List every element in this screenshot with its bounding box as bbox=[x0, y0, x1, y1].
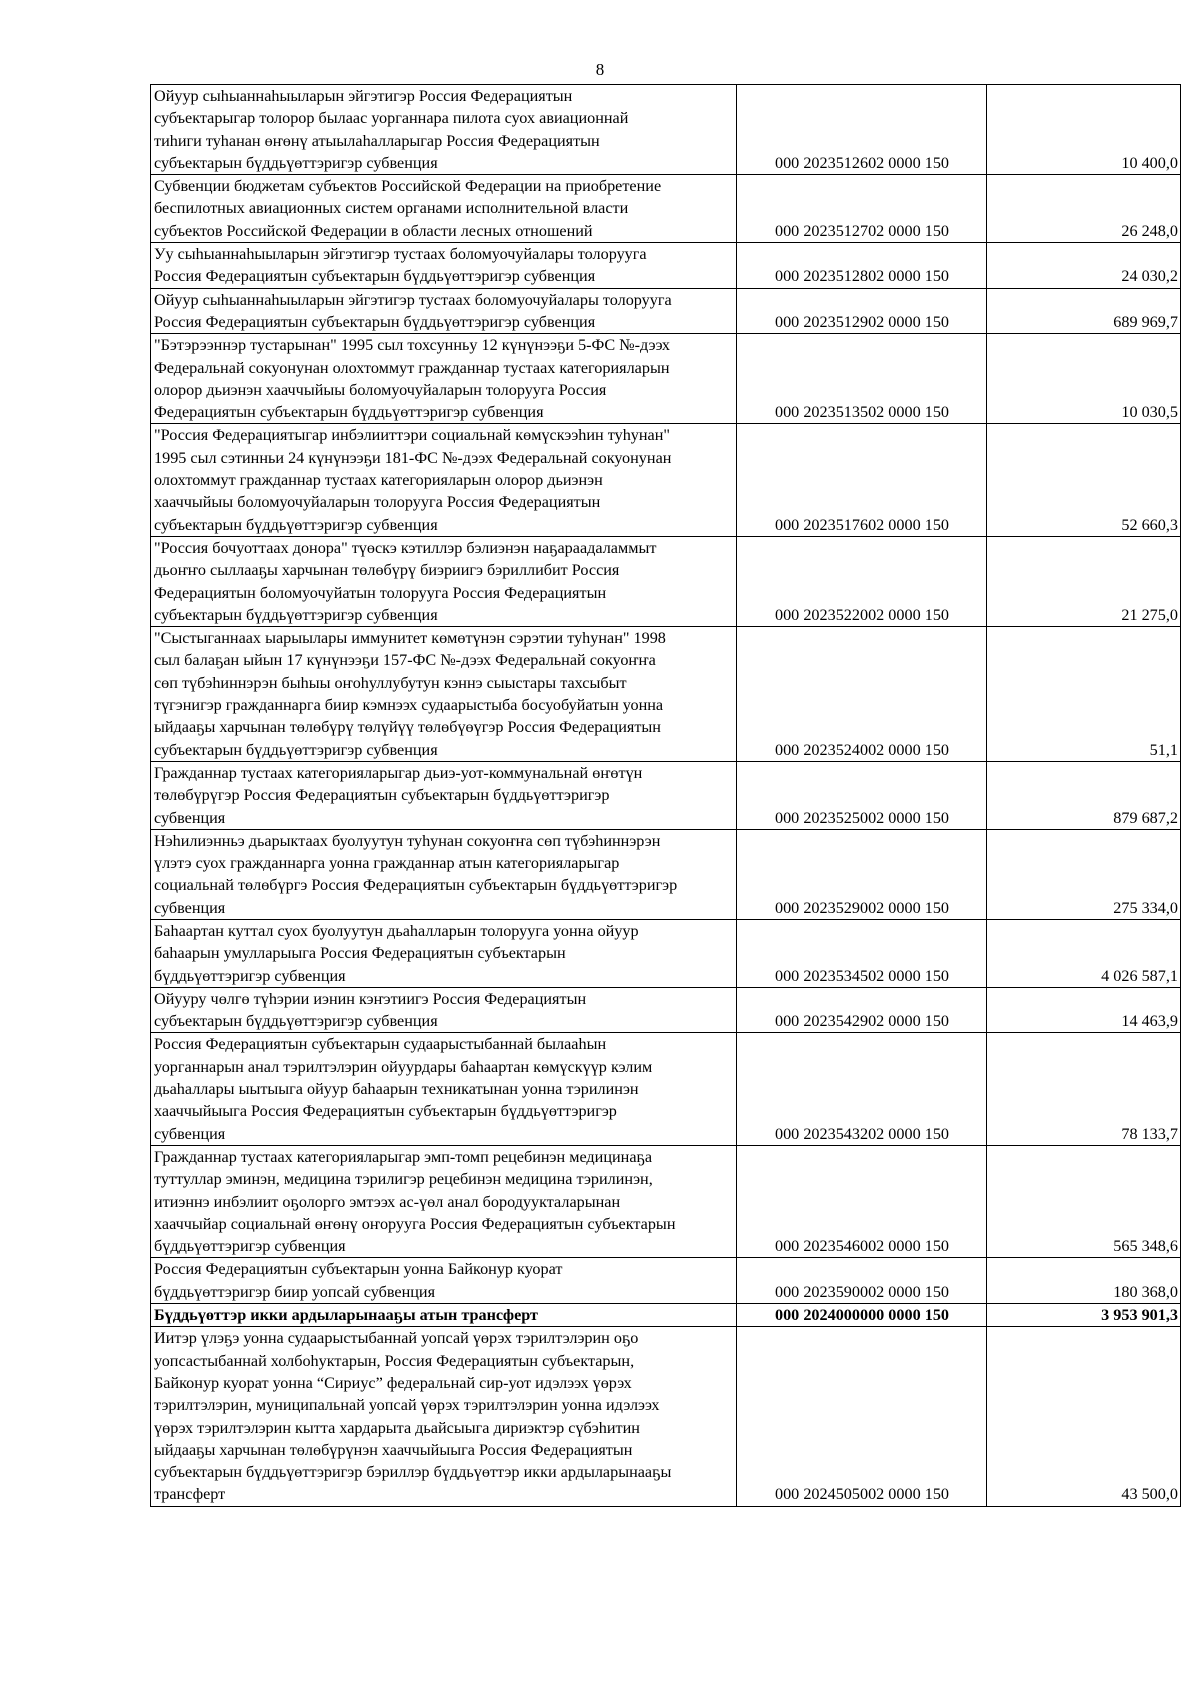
row-amount: 78 133,7 bbox=[987, 1033, 1181, 1145]
row-description: Бүддьүөттэр икки ардыларынааҕы атын трансферт bbox=[151, 1304, 737, 1327]
row-description: Уу сыһыаннаһыыларын эйгэтигэр тустаах боломуочуйалары толорууга Россия Федерациятын субъектарын бүддьүөттэригэр субвенция bbox=[151, 243, 737, 289]
row-classification-code: 000 2023529002 0000 150 bbox=[737, 829, 987, 919]
row-classification-code: 000 2023525002 0000 150 bbox=[737, 761, 987, 829]
row-description: Ойуур сыһыаннаһыыларын эйгэтигэр Россия Федерациятын субъектарыгар толорор былаас уорганнара пилота суох авиационнай тиһиги туһанан өҥөнү атыылаһалларыгар Россия Федерациятын субъектарын бүддьүөттэригэр субвенция bbox=[151, 85, 737, 175]
table-row bbox=[151, 1033, 1181, 1145]
row-classification-code: 000 2023522002 0000 150 bbox=[737, 536, 987, 626]
row-classification-code: 000 2024505002 0000 150 bbox=[737, 1327, 987, 1506]
row-amount: 180 368,0 bbox=[987, 1258, 1181, 1304]
row-amount: 689 969,7 bbox=[987, 288, 1181, 334]
row-classification-code: 000 2023546002 0000 150 bbox=[737, 1145, 987, 1257]
row-amount: 52 660,3 bbox=[987, 424, 1181, 536]
budget-table bbox=[150, 84, 1181, 1507]
row-classification-code: 000 2023524002 0000 150 bbox=[737, 627, 987, 762]
row-amount: 14 463,9 bbox=[987, 987, 1181, 1033]
row-amount: 879 687,2 bbox=[987, 761, 1181, 829]
table-row bbox=[151, 424, 1181, 536]
row-classification-code: 000 2023513502 0000 150 bbox=[737, 334, 987, 424]
row-classification-code: 000 2023590002 0000 150 bbox=[737, 1258, 987, 1304]
row-classification-code: 000 2023512702 0000 150 bbox=[737, 175, 987, 243]
row-amount: 275 334,0 bbox=[987, 829, 1181, 919]
table-row bbox=[151, 761, 1181, 829]
table-row bbox=[151, 1258, 1181, 1304]
page-number: 8 bbox=[595, 60, 605, 79]
table-row bbox=[151, 85, 1181, 175]
row-description: Гражданнар тустаах категорияларыгар эмп-томп рецебинэн медицинаҕа туттуллар эминэн, медицина тэрилигэр рецебинэн медицина тэрилинэн, итиэннэ инбэлиит оҕолорго эмтээх ас-үөл анал бородуукталарынан хааччыйар социальнай өҥөнү оҥорууга Россия Федерациятын субъектарын бүддьүөттэригэр субвенция bbox=[151, 1145, 737, 1257]
row-description: Нэһилиэнньэ дьарыктаах буолуутун туһунан сокуоҥҥа сөп түбэһиннэрэн үлэтэ суох гражданнарга уонна гражданнар атын категорияларыгар социальнай төлөбүргэ Россия Федерациятын субъектарын бүддьүөттэригэр субвенция bbox=[151, 829, 737, 919]
row-description: "Россия бочуоттаах донора" түөскэ кэтиллэр бэлиэнэн наҕараадаламмыт дьоҥҥо сыллааҕы харчынан төлөбүрү биэриигэ бэриллибит Россия Федерациятын боломуочуйатын толорууга Россия Федерациятын субъектарын бүддьүөттэригэр субвенция bbox=[151, 536, 737, 626]
table-row bbox=[151, 334, 1181, 424]
row-classification-code: 000 2023517602 0000 150 bbox=[737, 424, 987, 536]
row-amount: 565 348,6 bbox=[987, 1145, 1181, 1257]
table-row-total bbox=[151, 1304, 1181, 1327]
row-amount: 4 026 587,1 bbox=[987, 919, 1181, 987]
row-description: "Бэтэрээннэр тустарынан" 1995 сыл тохсунньу 12 күнүнээҕи 5-ФС №-дээх Федеральнай сокуонунан олохтоммут гражданнар тустаах категорияларын олорор дьиэнэн хааччыйыы боломуочуйаларын толорууга Россия Федерациятын субъектарын бүддьүөттэригэр субвенция bbox=[151, 334, 737, 424]
row-description: Ойууру чөлгө түһэрии иэнин кэҥэтиигэ Россия Федерациятын субъектарын бүддьүөттэригэр субвенция bbox=[151, 987, 737, 1033]
row-description: Россия Федерациятын субъектарын уонна Байконур куорат бүддьүөттэригэр биир уопсай субвенция bbox=[151, 1258, 737, 1304]
row-description: Гражданнар тустаах категорияларыгар дьиэ-уот-коммунальнай өҥөтүн төлөбүрүгэр Россия Федерациятын субъектарын бүддьүөттэригэр субвенция bbox=[151, 761, 737, 829]
row-description: Россия Федерациятын субъектарын судаарыстыбаннай былааһын уорганнарын анал тэрилтэлэрин ойуурдары баһаартан көмүскүүр кэлим дьаһаллары ыытыыга ойуур баһаарын техникатынан уонна тэрилинэн хааччыйыыга Россия Федерациятын субъектарын бүддьүөттэригэр субвенция bbox=[151, 1033, 737, 1145]
row-classification-code: 000 2023512602 0000 150 bbox=[737, 85, 987, 175]
row-amount: 3 953 901,3 bbox=[987, 1304, 1181, 1327]
row-description: Баһаартан куттал суох буолуутун дьаһалларын толорууга уонна ойуур баһаарын умулларыыга Россия Федерациятын субъектарын бүддьүөттэригэр субвенция bbox=[151, 919, 737, 987]
row-description: Иитэр үлэҕэ уонна судаарыстыбаннай уопсай үөрэх тэрилтэлэрин оҕо уопсастыбаннай холбоһуктарын, Россия Федерациятын субъектарын, Байконур куорат уонна “Сириус” федеральнай сир-уот идэлээх үөрэх тэрилтэлэрин, муниципальнай уопсай үөрэх тэрилтэлэрин уонна идэлээх үөрэх тэрилтэлэрин кытта хардарыта дьайсыыга дириэктэр сүбэһитин ыйдааҕы харчынан төлөбүрүнэн хааччыйыыга Россия Федерациятын субъектарын бүддьүөттэригэр бэриллэр бүддьүөттэр икки ардыларынааҕы трансферт bbox=[151, 1327, 737, 1506]
row-amount: 10 400,0 bbox=[987, 85, 1181, 175]
row-amount: 26 248,0 bbox=[987, 175, 1181, 243]
table-row bbox=[151, 627, 1181, 762]
table-row bbox=[151, 1327, 1181, 1506]
table-row bbox=[151, 919, 1181, 987]
row-amount: 43 500,0 bbox=[987, 1327, 1181, 1506]
table-row bbox=[151, 175, 1181, 243]
table-row bbox=[151, 1145, 1181, 1257]
row-amount: 24 030,2 bbox=[987, 243, 1181, 289]
row-classification-code: 000 2024000000 0000 150 bbox=[737, 1304, 987, 1327]
table-row bbox=[151, 829, 1181, 919]
row-description: Ойуур сыһыаннаһыыларын эйгэтигэр тустаах боломуочуйалары толорууга Россия Федерациятын субъектарын бүддьүөттэригэр субвенция bbox=[151, 288, 737, 334]
row-classification-code: 000 2023512802 0000 150 bbox=[737, 243, 987, 289]
row-amount: 51,1 bbox=[987, 627, 1181, 762]
row-amount: 10 030,5 bbox=[987, 334, 1181, 424]
table-row bbox=[151, 288, 1181, 334]
row-amount: 21 275,0 bbox=[987, 536, 1181, 626]
row-classification-code: 000 2023534502 0000 150 bbox=[737, 919, 987, 987]
table-row bbox=[151, 987, 1181, 1033]
row-description: Субвенции бюджетам субъектов Российской Федерации на приобретение беспилотных авиационных систем органами исполнительной власти субъектов Российской Федерации в области лесных отношений bbox=[151, 175, 737, 243]
row-classification-code: 000 2023543202 0000 150 bbox=[737, 1033, 987, 1145]
row-description: "Сыстыганнаах ыарыылары иммунитет көмөтүнэн сэрэтии туһунан" 1998 сыл балаҕан ыйын 17 күнүнээҕи 157-ФС №-дээх Федеральнай сокуоҥҥа сөп түбэһиннэрэн быһыы оҥоһуллубутун кэннэ сыыстары тахсыбыт түгэнигэр гражданнарга биир кэмнээх судаарыстыба босуобуйатын уонна ыйдааҕы харчынан төлөбүрү төлүйүү төлөбүөүгэр Россия Федерациятын субъектарын бүддьүөттэригэр субвенция bbox=[151, 627, 737, 762]
table-row bbox=[151, 536, 1181, 626]
budget-table-body bbox=[151, 85, 1181, 1507]
table-row bbox=[151, 243, 1181, 289]
row-classification-code: 000 2023542902 0000 150 bbox=[737, 987, 987, 1033]
row-classification-code: 000 2023512902 0000 150 bbox=[737, 288, 987, 334]
row-description: "Россия Федерациятыгар инбэлииттэри социальнай көмүскээһин туһунан" 1995 сыл сэтинньи 24 күнүнээҕи 181-ФС №-дээх Федеральнай сокуонунан олохтоммут гражданнар тустаах категорияларын олорор дьиэнэн хааччыйыы боломуочуйаларын толорууга Россия Федерациятын субъектарын бүддьүөттэригэр субвенция bbox=[151, 424, 737, 536]
